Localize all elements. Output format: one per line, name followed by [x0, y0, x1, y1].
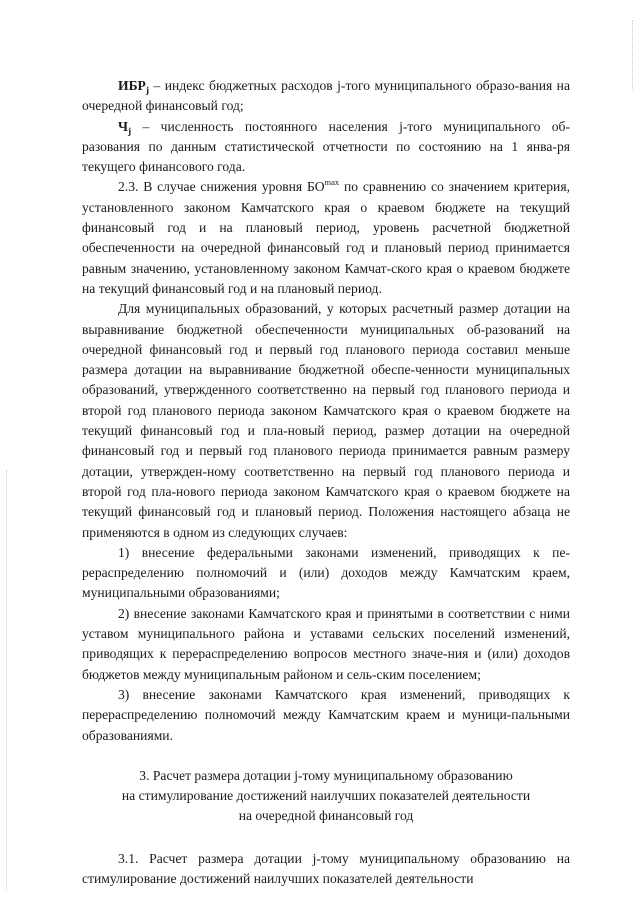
scan-edge-mark: [631, 20, 633, 90]
list-item-case-2: 2) внесение законами Камчатского края и принятыми в соответствии с ними уставом муниципального района и уставами сельских поселений изменений, приводящих к перераспределению вопросов местного значе-ния и (или) доходов бюджетов между муниципальным районом и сель-ским поселением;: [82, 605, 570, 682]
paragraph-ibr-definition: [82, 76, 570, 117]
list-item-case-1: 1) внесение федеральными законами изменений, приводящих к пе-рераспределению полномочий и (или) доходов между Камчатским краем, муниципальными образованиями;: [82, 544, 570, 601]
para-2-3-rest: по сравнению со значением критерия, установленного законом Камчатского края о краевом бюджете на текущий финансовый год и на плановый период, уровень расчетной бюджетной обеспеченности на очередной финансовый год и плановый период принимается равным значению, установленному законом Камчат-ского края о краевом бюджете на текущий финансовый год и на плановый период.: [82, 179, 570, 296]
term-ibr: [118, 78, 150, 96]
ch-definition-text: – численность постоянного населения j-того муниципального об-разования по данным статистической отчетности по состоянию на 1 янва-ря текущего финансового года.: [82, 118, 570, 175]
term-ch: [118, 118, 132, 137]
paragraph-municipal-subsidy: Для муниципальных образований, у которых расчетный размер дотации на выравнивание бюджетной обеспеченности муниципальных об-разований на очередной финансовый год и первый год планового периода составил меньше размера дотации на выравнивание бюджетной обеспе-ченности муниципальных образований, утвержденного соответственно на первый год планового периода и второй год планового периода законом Камчатского края о краевом бюджете на текущий финансовый год и пла-новый период, размер дотации на очередной финансовый год и первый год планового периода принимается равным размеру дотации, утвержден-ному соответственно на первый год планового периода и второй год пла-нового периода законом Камчатского края о краевом бюджете на текущий финансовый год и плановый период. Положения настоящего абзаца не применяются в одном из следующих случаев:: [82, 301, 570, 540]
para-2-3-start: 2.3. В случае снижения уровня БО: [118, 179, 325, 195]
scan-edge-mark: [6, 470, 8, 890]
term-ch-main: Ч: [118, 118, 128, 134]
paragraph-ch-definition: [82, 117, 570, 178]
term-ibr-subscript: j: [145, 86, 150, 96]
section-heading-line-2: на стимулирование достижений наилучших показателей деятельности: [121, 788, 531, 804]
paragraph-2-3: [82, 177, 570, 299]
bo-max-superscript: max: [324, 177, 340, 188]
list-item-case-3: 3) внесение законами Камчатского края изменений, приводящих к перераспределению полномочий между Камчатским краем и муници-пальными образованиями.: [82, 686, 570, 743]
section-3-heading: [82, 766, 570, 827]
term-ch-subscript: j: [127, 126, 132, 137]
document-page: [82, 76, 570, 889]
term-ibr-main: ИБР: [118, 78, 146, 93]
ibr-definition-text: – индекс бюджетных расходов j-того муниципального образо-вания на очередной финансовый год;: [82, 78, 570, 114]
section-heading-line-3: на очередной финансовый год: [238, 808, 414, 824]
paragraph-3-1: 3.1. Расчет размера дотации j-тому муниципальному образованию на стимулирование достижений наилучших показателей деятельности: [82, 850, 570, 886]
section-heading-line-1: 3. Расчет размера дотации j-тому муниципальному образованию: [139, 767, 513, 783]
